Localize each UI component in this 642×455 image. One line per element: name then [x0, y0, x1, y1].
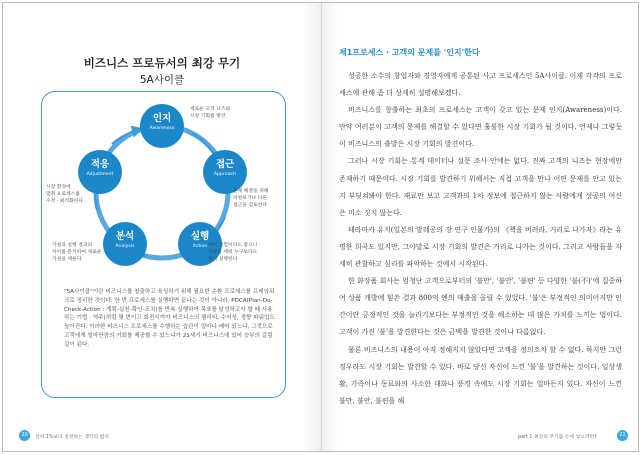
- node-label: 접근: [215, 159, 235, 170]
- 5a-cycle-card: [41, 91, 286, 398]
- paragraph: 물론 비즈니스의 내용이 아직 정해지지 않았다면 고객을 정의조차 할 수 없다. 하지만 그런 경우라도 시장 기회는 발견할 수 있다. 바로 당신 자신이 느낀 '불'을 발견하는 것이다. 일상생활, 가족이나 동료와의 사소한 대화나 풍경 속에도 시장 기회는 얼마든지 있다. 자신이 느낀 불만, 불안, 불편을 해: [339, 345, 622, 405]
- paragraph: 비즈니스를 창출하는 최초의 프로세스는 고객이 갖고 있는 문제 인지(Awareness)이다. 만약 여러분이 고객의 문제를 해결할 수 있다면 훌륭한 시장 기회가 될 것이다. 언제나 그렇듯이 비즈니스의 출발은 시장 기회의 발견이다.: [339, 106, 622, 149]
- note-analysis: 가설과 실행 결과의 차이를 분석하여 새로운 가설을 세운다: [52, 243, 102, 262]
- node-label: 실행: [190, 231, 210, 242]
- node-sublabel: Adjustment: [86, 172, 114, 177]
- note-action: 여러 실험이라도 좋으니 가설을 세워 누구보다도 빨리 실행한다: [208, 243, 258, 262]
- page-number-left: 20: [19, 430, 30, 441]
- paragraph: 그러나 시장 기회는 통계 데이터나 설문 조사 안에는 없다. 진짜 고객의 니즈는 현장에만 존재하기 때문이다. 시장 기회를 발견하기 위해서는 직접 고객을 만나 어떤 문제를 안고 있는지 부딪쳐봐야 한다. 재료만 보고 고객과의 1차 정보에 접근하지 않는 사람에게 성공의 여신은 미소 짓지 않는다.: [339, 157, 622, 217]
- node-label: 인지: [152, 113, 172, 124]
- paragraph: 성공한 소수의 창업자와 경영자에게 공통된 사고 프로세스인 5A사이클. 이제 각각의 프로세스에 관해 좀 더 상세히 설명해보겠다.: [339, 72, 622, 98]
- node-sublabel: Action: [192, 244, 208, 249]
- node-label: 적응: [90, 159, 110, 170]
- node-sublabel: Analysis: [115, 244, 135, 249]
- node-awareness: [140, 104, 184, 148]
- node-label: 분석: [115, 231, 135, 242]
- book-gutter: [321, 3, 322, 451]
- footer-part-title: part 1 최강의 무기를 손에 넣으려면?: [518, 435, 597, 440]
- note-adjustment: 시장 환경에 맞춰 프로세스를 수정 · 최적화한다: [46, 185, 84, 204]
- body-text: [339, 68, 622, 410]
- card-description: "5A사이클"이란 비즈니스를 창출하고 육성하기 위해 필요한 순환 프로세스를 프레임워크로 정리한 것이다. 한 번 프로세스를 실행하면 끝나는 것이 아니라, PDCA(Plan-Do-Check-Action : 계획-실천-확인-조치)를 반복 실행하여 목표를 달성하고자 할 때 사용하는 기법 · 역주)처럼 몇 번이고 회전시켜야 비즈니스의 퀄리티, 수익성, 경향 파워업도 높아진다. 이러한 비즈니스 프로세스를 수행하는 습관이 얼마나 배어 있느냐, 그것으로 고객에게 얼마만큼의 기회를 제공할 수 있느냐가 21세기 비즈니스에 있어 승부의 갈림길이 된다.: [64, 289, 275, 348]
- note-awareness: 세로운 고객 니즈와 시장 기회를 발견: [190, 107, 231, 119]
- page-title: 비즈니스 프로듀서의 최강 무기: [83, 56, 241, 70]
- book-spread: [2, 2, 639, 452]
- paragraph: 테라마카 유지(일본의 발레공의 장 연구 인물가)의 《책을 버려라, 거리로 나가자》라는 유명한 희곡도 있지만, 그야말로 시장 기회의 발견은 거리로 나가는 것이다. 그리고 사람들을 자세히 관찰하고 심리를 파악하는 것에서 시작된다.: [339, 225, 622, 269]
- paragraph: 한 화장품 회사는 엄청난 고객으로부터의 '불만', '불안', '불편' 등 다양한 '불(不)'에 집중하여 상품 개발에 힘쓴 결과 800억 엔의 매출을 올릴 수 있었다. '불'은 부정적인 의미이지만 인간이란 긍정적인 것을 늘리기보다는 부정적인 것을 해소하는 데 많은 가치를 느끼는 법이다. 고객이 가진 '불'을 발견한다는 것은 금맥을 발견한 것이나 다름없다.: [339, 277, 622, 337]
- node-sublabel: Awareness: [149, 126, 175, 131]
- footer-book-title: 상위 1%보다 실천하는 생각의 법칙: [35, 435, 109, 440]
- page-subtitle: 5A사이클: [139, 74, 185, 86]
- page-number-right: 21: [617, 430, 628, 441]
- note-approach: 문제 해결을 위해 지원하거나 다른 접근을 검토한다: [233, 189, 269, 208]
- node-sublabel: Approach: [213, 172, 237, 177]
- section-heading: 제1프로세스 · 고객의 문제를 '인지'한다: [339, 48, 480, 57]
